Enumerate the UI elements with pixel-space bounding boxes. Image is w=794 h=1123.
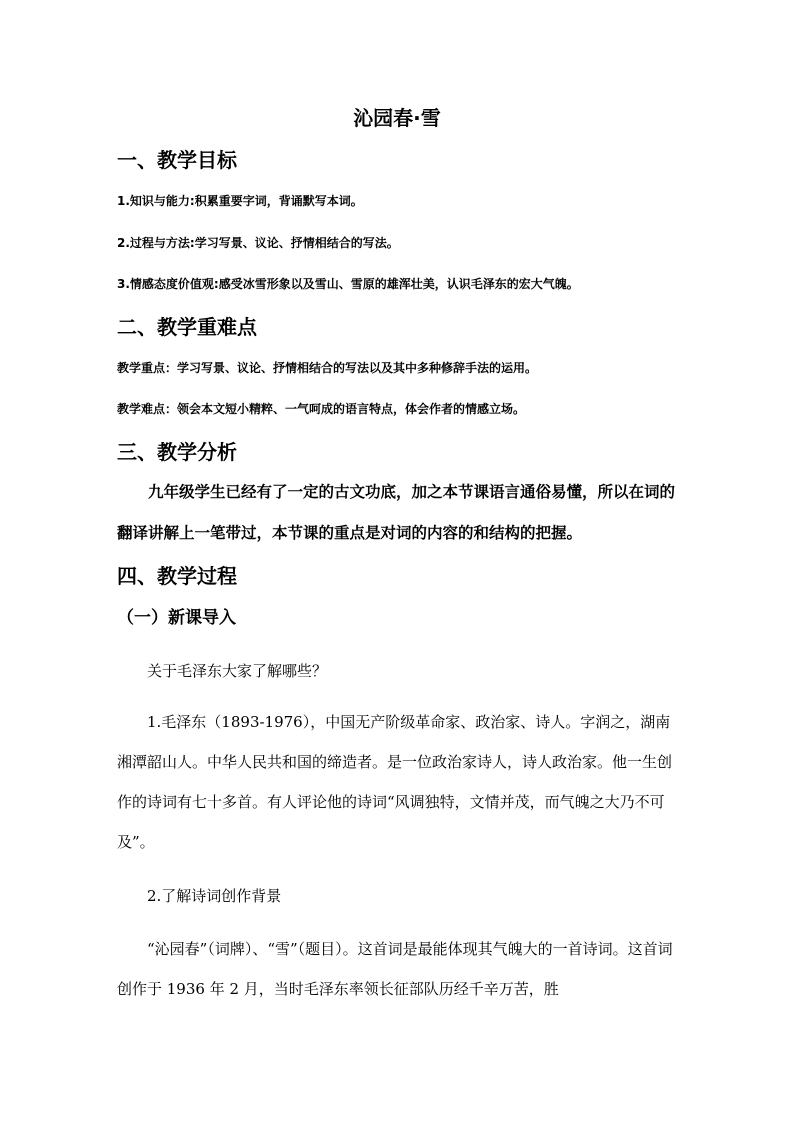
objective-item-3: 3.情感态度价值观:感受冰雪形象以及雪山、雪原的雄浑壮美，认识毛泽东的宏大气魄。: [117, 277, 579, 291]
objective-item-2: 2.过程与方法:学习写景、议论、抒情相结合的写法。: [117, 236, 399, 250]
intro-point-2-title: 2.了解诗词创作背景: [147, 887, 282, 905]
objective-item-1: 1.知识与能力:积累重要字词，背诵默写本词。: [117, 194, 363, 208]
section-heading-objectives: 一、教学目标: [117, 148, 237, 172]
difficult-point: 教学难点：领会本文短小精粹、一气呵成的语言特点，体会作者的情感立场。: [117, 402, 526, 416]
intro-question: 关于毛泽东大家了解哪些？: [147, 662, 328, 680]
intro-point-1: 1.毛泽东（1893-1976），中国无产阶级革命家、政治家、诗人。字润之，湖南湘潭韶山人。中华人民共和国的缔造者。是一位政治家诗人，诗人政治家。他一生创作的诗词有七十多首。有人评论他的诗词“风调独特，文情并茂，而气魄之大乃不可及”。: [117, 713, 673, 851]
analysis-paragraph: 九年级学生已经有了一定的古文功底，加之本节课语言通俗易懂，所以在词的翻译讲解上一笔带过，本节课的重点是对词的内容的和结构的把握。: [117, 483, 676, 542]
subsection-heading-intro: （一）新课导入: [117, 608, 236, 628]
intro-point-2-text: “沁园春”（词牌）、“雪”（题目）。这首词是最能体现其气魄大的一首诗词。这首词创作于 1936 年 2 月，当时毛泽东率领长征部队历经千辛万苦，胜: [117, 940, 673, 998]
section-heading-process: 四、教学过程: [117, 564, 237, 588]
section-heading-key-points: 二、教学重难点: [117, 315, 257, 339]
section-heading-analysis: 三、教学分析: [117, 440, 237, 464]
document-title: 沁园春·雪: [353, 106, 441, 130]
key-point: 教学重点：学习写景、议论、抒情相结合的写法以及其中多种修辞手法的运用。: [117, 361, 538, 375]
